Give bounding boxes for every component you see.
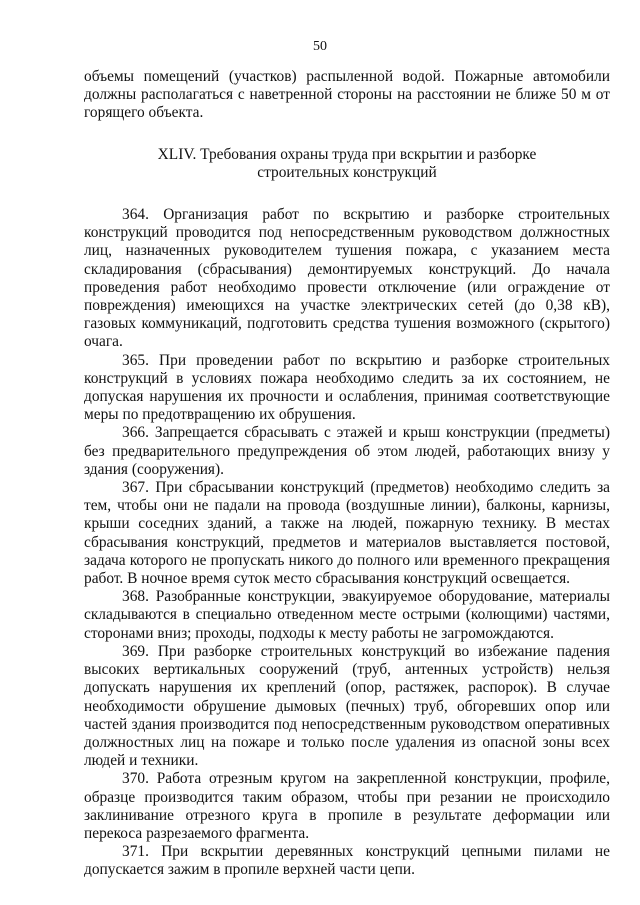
document-body xyxy=(84,68,610,880)
paragraph-369: 369. При разборке строительных конструкций во избежание падения высоких вертикальных сооружений (труб, антенных устройств) нельзя допускать нарушения их креплений (опор, растяжек, распорок). В случае необходимости обрушение дымовых (печных) труб, обгоревших опор или частей здания производится под непосредственным руководством оперативных должностных лиц на пожаре и только после удаления из опасной зоны всех людей и техники. xyxy=(84,642,610,770)
paragraph-370: 370. Работа отрезным кругом на закрепленной конструкции, профиле, образце производится таким образом, чтобы при резании не происходило заклинивание отрезного круга в пропиле в результате деформации или перекоса разрезаемого фрагмента. xyxy=(84,770,610,842)
paragraph-368: 368. Разобранные конструкции, эвакуируемое оборудование, материалы складываются в специально отведенном месте острыми (колющими) частями, сторонами вниз; проходы, подходы к месту работы не загромождаются. xyxy=(84,588,610,642)
paragraph-364: 364. Организация работ по вскрытию и разборке строительных конструкций проводится под непосредственным руководством должностных лиц, назначенных руководителем тушения пожара, с указанием места складирования (сбрасывания) демонтируемых конструкций. До начала проведения работ необходимо провести отключение (или ограждение от повреждения) имеющихся на участке электрических сетей (до 0,38 кВ), газовых коммуникаций, подготовить средства тушения возможного (скрытого) очага. xyxy=(84,206,610,351)
paragraph-365: 365. При проведении работ по вскрытию и разборке строительных конструкций в условиях пожара необходимо следить за их состоянием, не допуская нарушения их прочности и ослабления, принимая соответствующие меры по предотвращению их обрушения. xyxy=(84,351,610,424)
intro-paragraph: объемы помещений (участков) распыленной водой. Пожарные автомобили должны располагаться с наветренной стороны на расстоянии не ближе 50 м от горящего объекта. xyxy=(84,68,610,122)
section-title: XLIV. Требования охраны труда при вскрытии и разборке строительных конструкций xyxy=(157,145,537,181)
paragraph-371: 371. При вскрытии деревянных конструкций цепными пилами не допускается зажим в пропиле верхней части цепи. xyxy=(84,843,610,879)
paragraph-366: 366. Запрещается сбрасывать с этажей и крыш конструкции (предметы) без предварительного предупреждения об этом людей, работающих внизу у здания (сооружения). xyxy=(84,424,610,478)
paragraph-367: 367. При сбрасывании конструкций (предметов) необходимо следить за тем, чтобы они не падали на провода (воздушные линии), балконы, карнизы, крыши соседних зданий, а также на людей, пожарную технику. В местах сбрасывания конструкций, предметов и материалов выставляется постовой, задача которого не пропускать никого до полного или временного прекращения работ. В ночное время суток место сбрасывания конструкций освещается. xyxy=(84,479,610,588)
page-number: 50 xyxy=(313,39,327,54)
